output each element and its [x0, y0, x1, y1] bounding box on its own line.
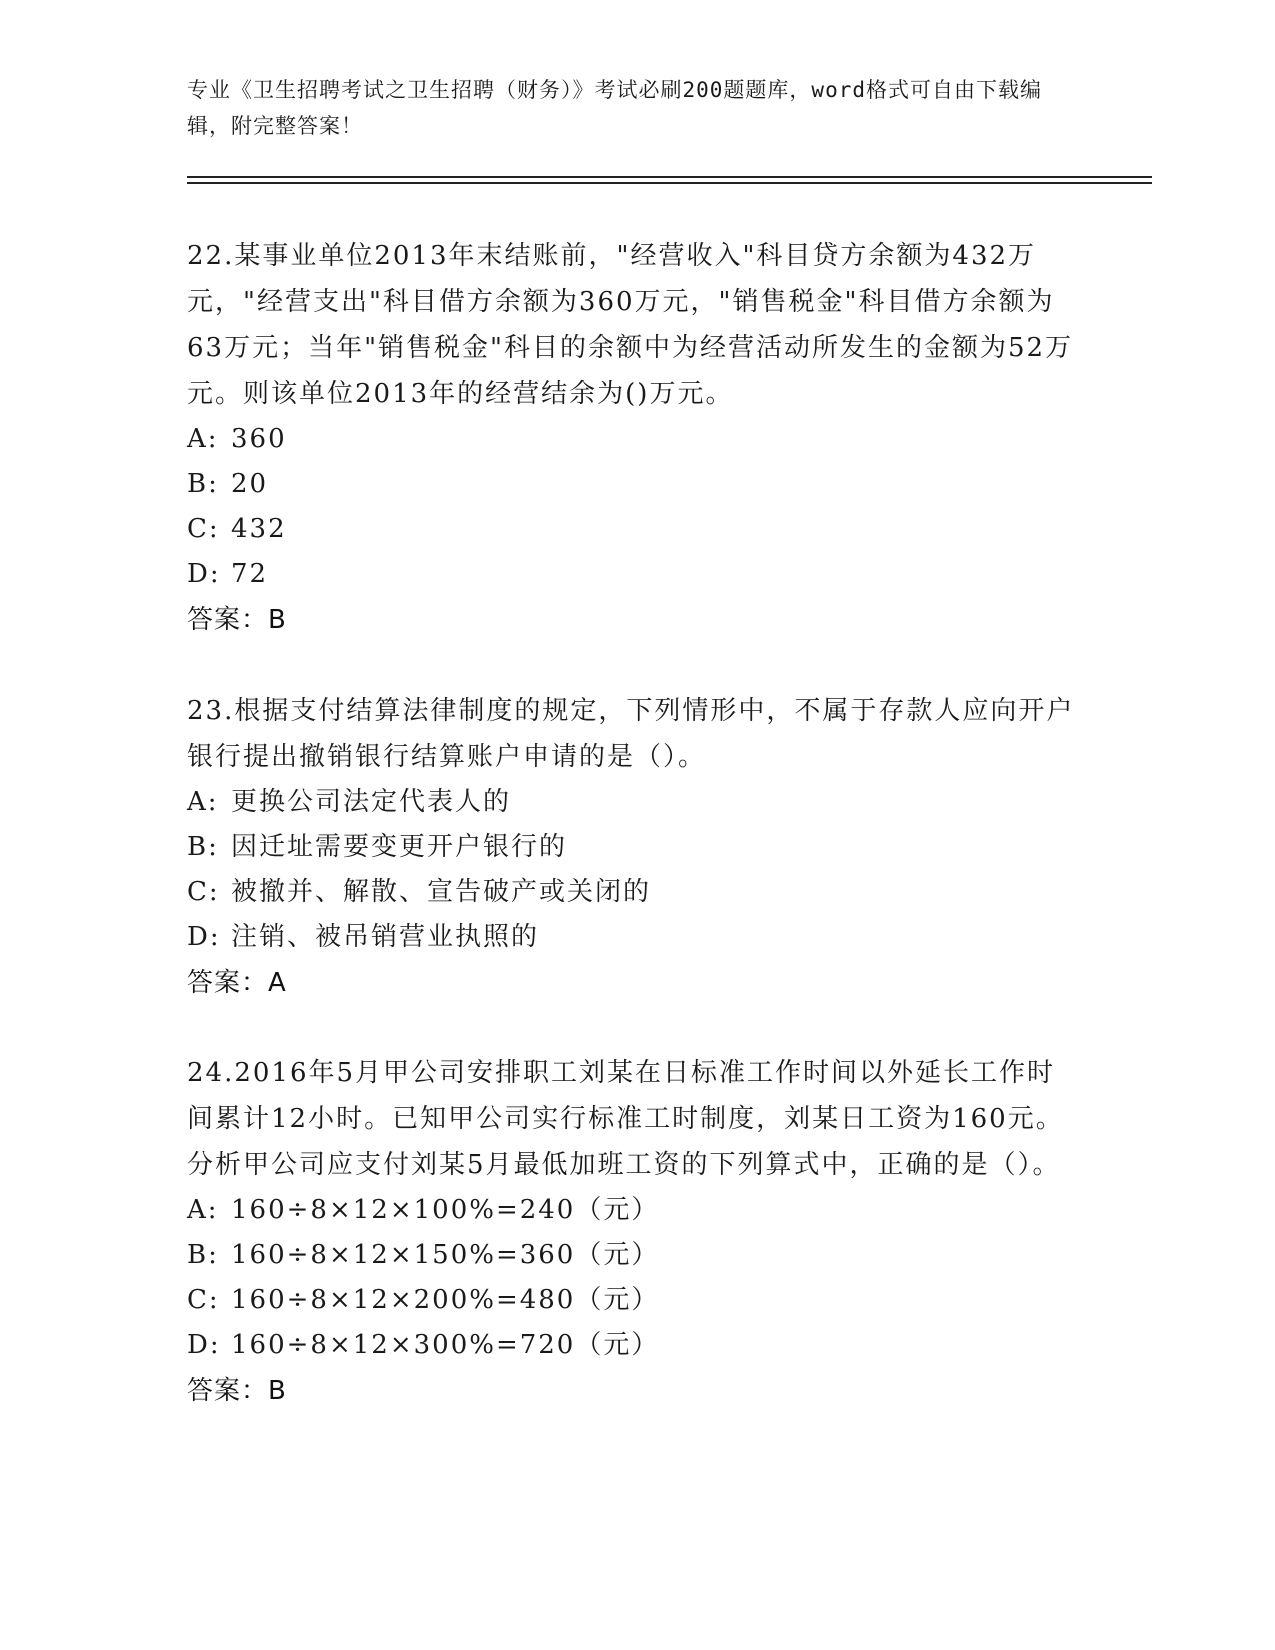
option-text: 更换公司法定代表人的 — [231, 787, 512, 817]
question-24 — [187, 1050, 1077, 1414]
option-letter: A: — [187, 424, 219, 454]
option-a — [187, 780, 1077, 825]
option-text: 160÷8×12×150%=360（元） — [231, 1240, 660, 1270]
option-a — [187, 417, 1077, 462]
option-letter: C: — [187, 877, 220, 907]
option-text: 因迁址需要变更开户银行的 — [231, 832, 568, 862]
option-d — [187, 1323, 1077, 1368]
option-c — [187, 1278, 1077, 1323]
question-text: 23.根据支付结算法律制度的规定，下列情形中，不属于存款人应向开户银行提出撤销银行结算账户申请的是（）。 — [187, 696, 1075, 772]
option-a — [187, 1188, 1077, 1233]
answer: 答案：B — [187, 605, 287, 635]
option-text: 160÷8×12×100%=240（元） — [231, 1195, 660, 1225]
option-text: 注销、被吊销营业执照的 — [231, 922, 540, 952]
option-text: 20 — [231, 469, 269, 499]
option-letter: D: — [187, 1330, 221, 1360]
option-c — [187, 870, 1077, 915]
option-letter: C: — [187, 514, 220, 544]
option-letter: A: — [187, 787, 219, 817]
document-header: 专业《卫生招聘考试之卫生招聘（财务）》考试必刷200题题库，word格式可自由下载编辑，附完整答案！ — [187, 78, 1042, 138]
option-text: 160÷8×12×200%=480（元） — [231, 1285, 660, 1315]
option-d — [187, 915, 1077, 960]
option-letter: D: — [187, 922, 221, 952]
option-b — [187, 1233, 1077, 1278]
option-letter: A: — [187, 1195, 219, 1225]
answer: 答案：A — [187, 968, 287, 998]
option-b — [187, 825, 1077, 870]
option-letter: B: — [187, 1240, 219, 1270]
option-d — [187, 552, 1077, 597]
option-text: 72 — [231, 559, 269, 589]
question-23 — [187, 688, 1077, 1006]
question-text: 22.某事业单位2013年末结账前，"经营收入"科目贷方余额为432万元，"经营支出"科目借方余额为360万元，"销售税金"科目借方余额为63万元；当年"销售税金"科目的余额中为经营活动所发生的金额为52万元。则该单位2013年的经营结余为()万元。 — [187, 241, 1074, 409]
option-letter: C: — [187, 1285, 220, 1315]
header-divider-top — [187, 176, 1152, 178]
option-letter: B: — [187, 832, 219, 862]
question-22 — [187, 233, 1077, 643]
option-text: 被撤并、解散、宣告破产或关闭的 — [231, 877, 652, 907]
option-text: 160÷8×12×300%=720（元） — [231, 1330, 660, 1360]
option-b — [187, 462, 1077, 507]
question-text: 24.2016年5月甲公司安排职工刘某在日标准工作时间以外延长工作时间累计12小时。已知甲公司实行标准工时制度，刘某日工资为160元。分析甲公司应支付刘某5月最低加班工资的下列算式中，正确的是（）。 — [187, 1058, 1064, 1180]
option-text: 360 — [231, 424, 287, 454]
option-letter: B: — [187, 469, 219, 499]
answer: 答案：B — [187, 1376, 287, 1406]
option-text: 432 — [231, 514, 287, 544]
option-c — [187, 507, 1077, 552]
option-letter: D: — [187, 559, 221, 589]
header-divider-bottom — [187, 182, 1152, 184]
